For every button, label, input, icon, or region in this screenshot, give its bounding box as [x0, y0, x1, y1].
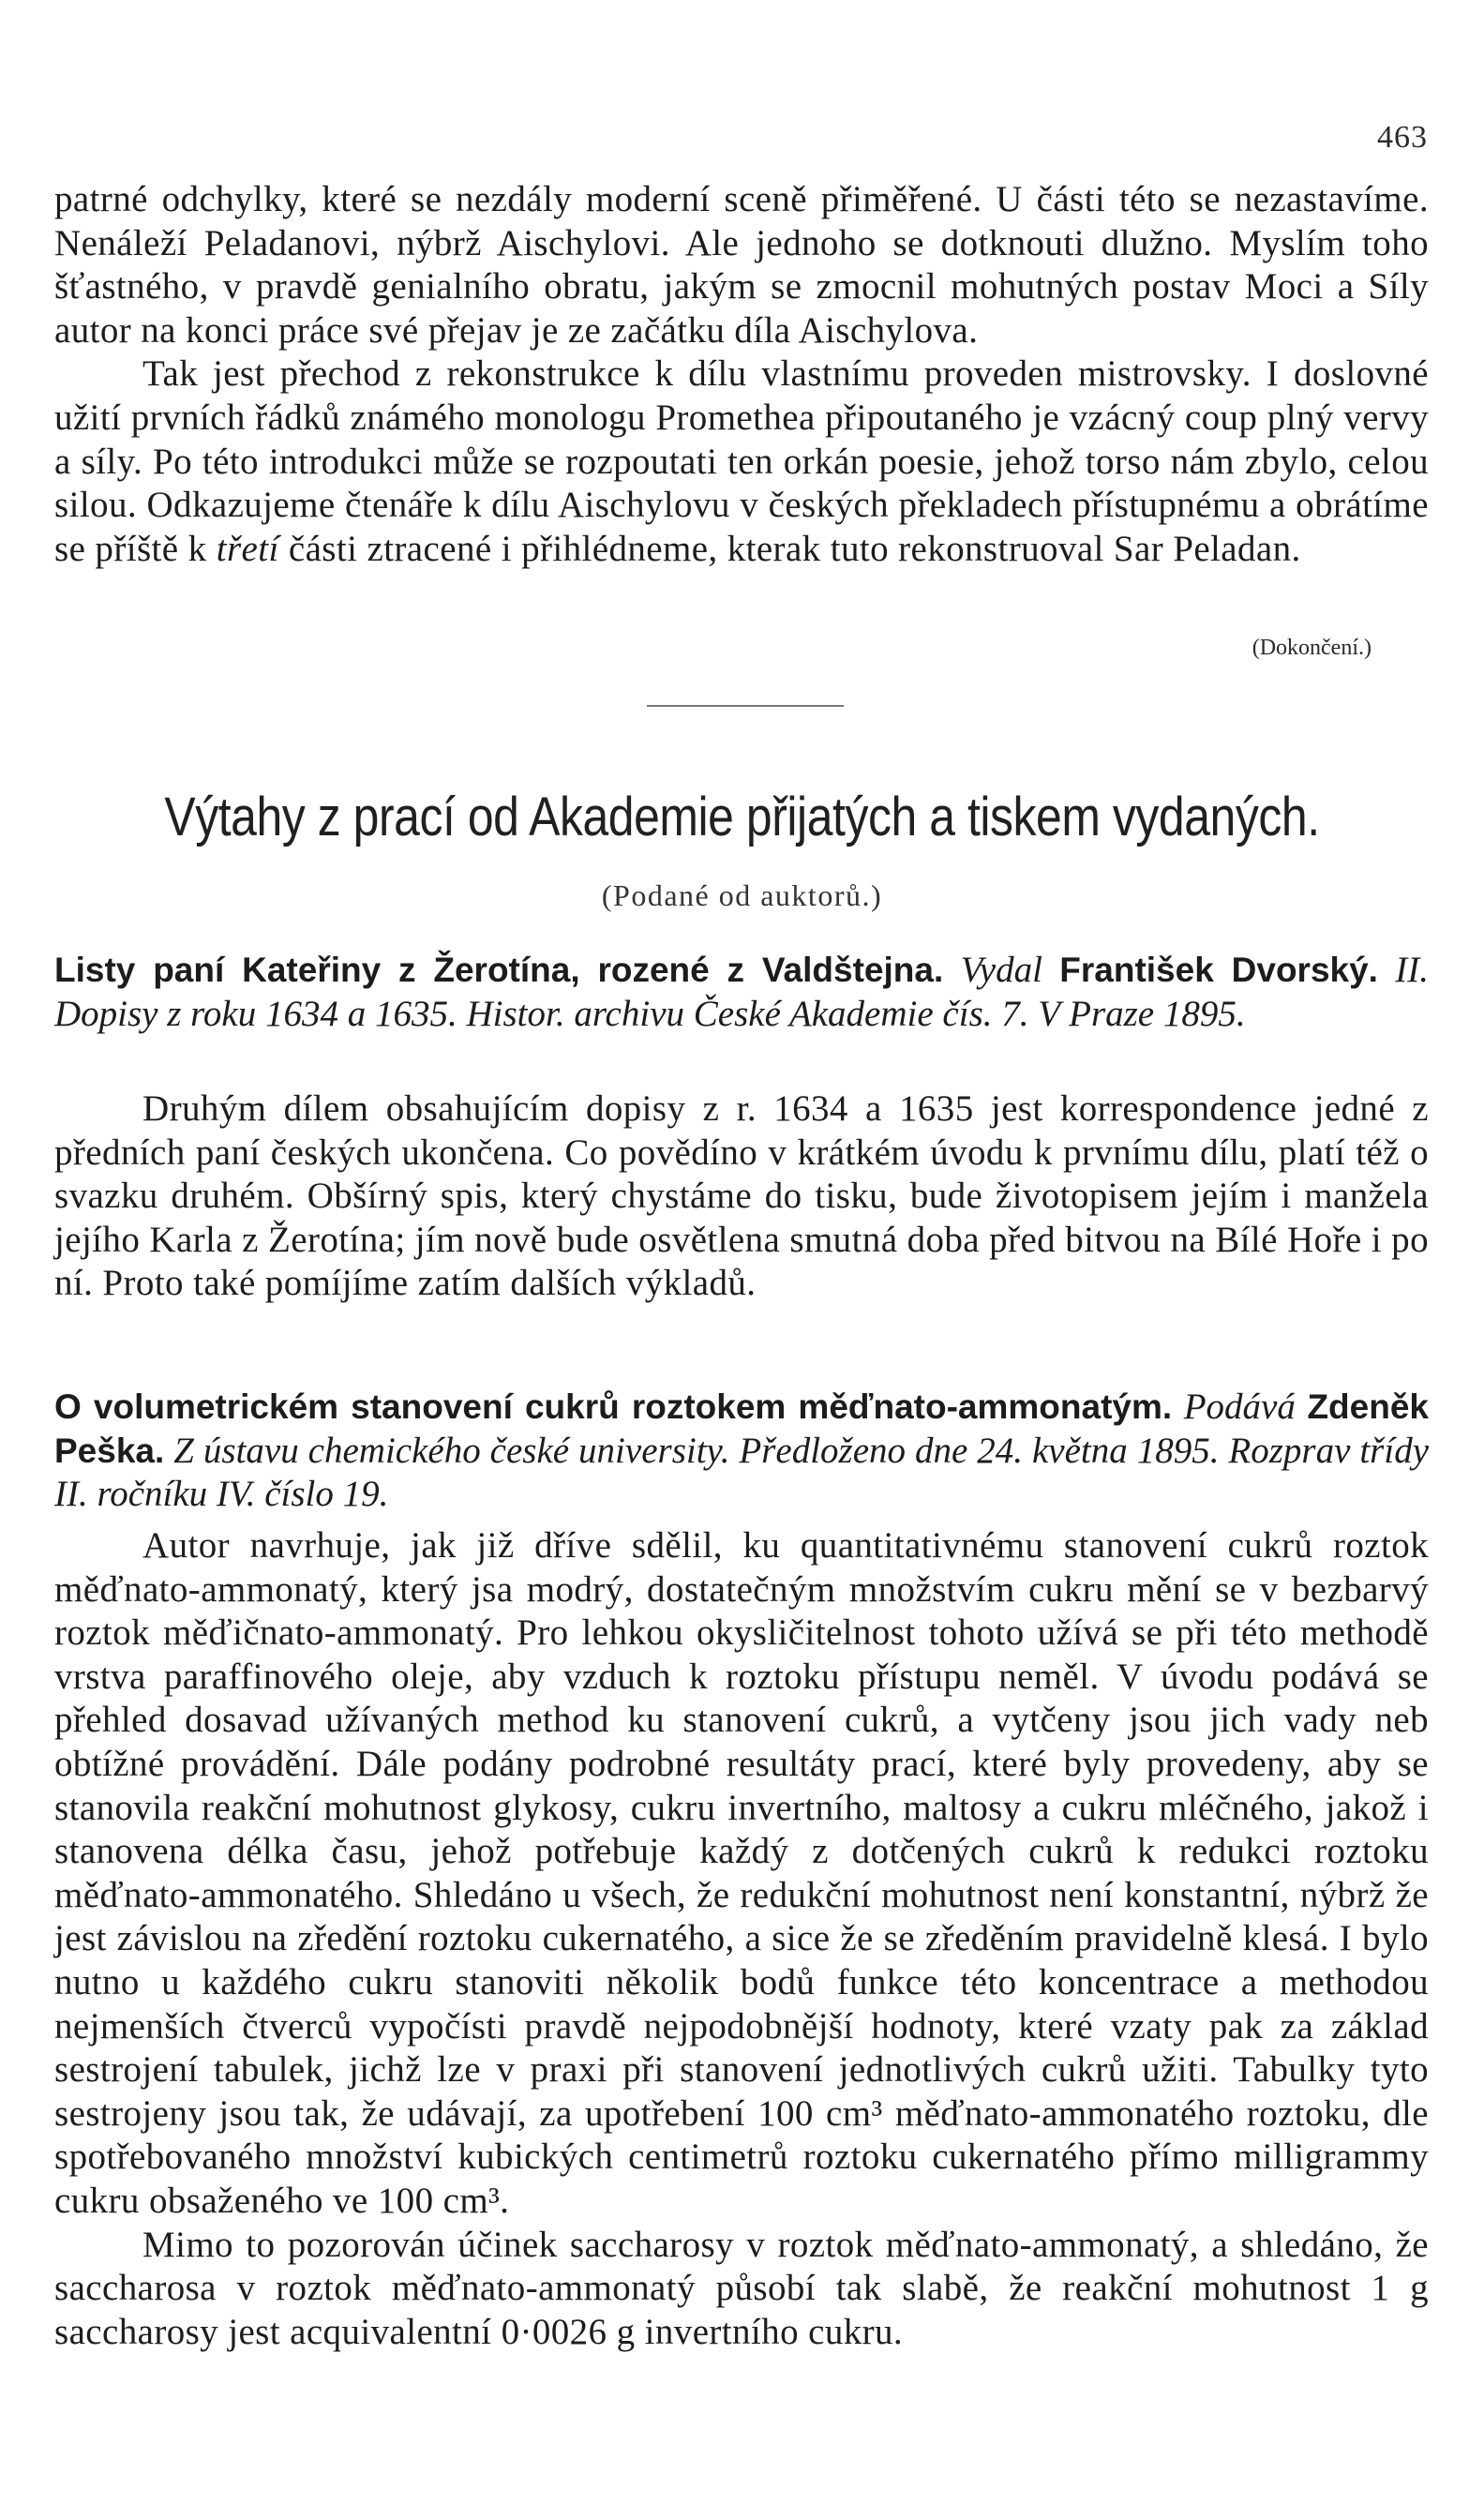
- entry-title: Listy paní Kateřiny z Žerotína, rozené z Valdštejna.: [54, 951, 944, 989]
- entry-body: [54, 1524, 1429, 2354]
- entry-podava: Podává: [1183, 1387, 1296, 1427]
- entry-vydal: Vydal: [960, 950, 1042, 990]
- italic-word: třetí: [216, 528, 279, 569]
- entry-header: [54, 949, 1429, 1036]
- paragraph: Autor navrhuje, jak již dříve sdělil, ku quantitativnému stanovení cukrů roztok měďnato-ammonatý, který jsa modrý, dostatečným množstvím cukru mění se v bezbarvý roztok měďičnato-ammonatý. Pro lehkou okysličitelnost tohoto užívá se při této methodě vrstva paraffinového oleje, aby vzduch k roztoku přístupu neměl. V úvodu podává se přehled dosavad užívaných method ku stanovení cukrů, a vytčeny jsou jich vady neb obtížné provádění. Dále podány podrobné resultáty prací, které byly provedeny, aby se stanovila reakční mohutnost glykosy, cukru invertního, maltosy a cukru mléčného, jakož i stanovena délka času, jehož potřebuje každý z dotčených cukrů k redukci roztoku měďnato-ammonatého. Shledáno u všech, že redukční mohutnost není konstantní, nýbrž že jest závislou na zředění roztoku cukernatého, a sice že se zředěním pravidelně klesá. I bylo nutno u každého cukru stanoviti několik bodů funkce této koncentrace a methodou nejmenších čtverců vypočísti pravdě nejpodobnější hodnoty, které vzaty pak za základ sestrojení tabulek, jichž lze v praxi při stanovení jednotlivých cukrů užiti. Tabulky tyto sestrojeny jsou tak, že udávají, za upotřebení 100 cm³ měďnato-ammonatého roztoku, dle spotřebovaného množství kubických centimetrů roztoku cukernatého přímo milligrammy cukru obsaženého ve 100 cm³.: [54, 1525, 1429, 2221]
- entry-header: [54, 1386, 1429, 1517]
- paragraph: [54, 352, 1429, 571]
- entry-author: Zdeněk Peška.: [54, 1387, 1429, 1470]
- continuation-note: (Dokončení.): [1252, 636, 1372, 660]
- paragraph: Mimo to pozorován účinek saccharosy v roztok měďnato-ammonatý, a shledáno, že saccharosa v roztok měďnato-ammonatý působí tak slabě, že reakční mohutnost 1 g saccharosy jest acquivalentní 0·0026 g invertního cukru.: [54, 2224, 1429, 2352]
- page-number: 463: [1377, 120, 1428, 155]
- paragraph-end: části ztracené i přihlédneme, kterak tuto rekonstruoval Sar Peladan.: [288, 528, 1301, 569]
- paragraph: Druhým dílem obsahujícím dopisy z r. 1634 a 1635 jest korrespondence jedné z předních paní českých ukončena. Co povědíno v krátkém úvodu k prvnímu dílu, platí též o svazku druhém. Obšírný spis, který chystáme do tisku, bude životopisem jejím i manžela jejího Karla z Žerotína; jím nově bude osvětlena smutná doba před bitvou na Bílé Hoře i po ní. Proto také pomíjíme zatím dalších výkladů.: [54, 1088, 1429, 1304]
- divider: [647, 705, 844, 707]
- paragraph: patrné odchylky, které se nezdály moderní sceně přiměřené. U části této se nezastavíme. Nenáleží Peladanovi, nýbrž Aischylovi. Ale jednoho se dotknouti dlužno. Myslím toho šťastného, v pravdě genialního obratu, jakým se zmocnil mohutných postav Moci a Síly autor na konci práce své přejav je ze začátku díla Aischylova.: [54, 179, 1429, 351]
- section-subtitle: (Podané od auktorů.): [601, 878, 883, 912]
- section-title: Výtahy z prací od Akademie přijatých a tiskem vydaných.: [164, 787, 1320, 847]
- entry-title: O volumetrickém stanovení cukrů roztokem měďnato-ammonatým.: [54, 1387, 1173, 1426]
- entry-author: František Dvorský.: [1059, 951, 1378, 989]
- paragraph-text: Tak jest přechod z rekonstrukce k dílu vlastnímu proveden mistrovsky. I doslovné užití prvních řádků známého monologu Promethea připoutaného je vzácný coup plný vervy a síly. Po této introdukci může se rozpoutati ten orkán poesie, jehož torso nám zbylo, celou silou. Odkazujeme čtenáře k dílu Aischylovu v českých překladech přístupnému a obrátíme se příště k: [54, 353, 1429, 569]
- entry-reference: II. Dopisy z roku 1634 a 1635. Histor. archivu České Akademie čís. 7. V Praze 1895.: [54, 950, 1430, 1034]
- continuation-text: [54, 178, 1429, 571]
- entry-reference: Z ústavu chemického české university. Předloženo dne 24. května 1895. Rozprav třídy II. ročníku IV. číslo 19.: [54, 1430, 1430, 1515]
- entry-body: [54, 1087, 1429, 1306]
